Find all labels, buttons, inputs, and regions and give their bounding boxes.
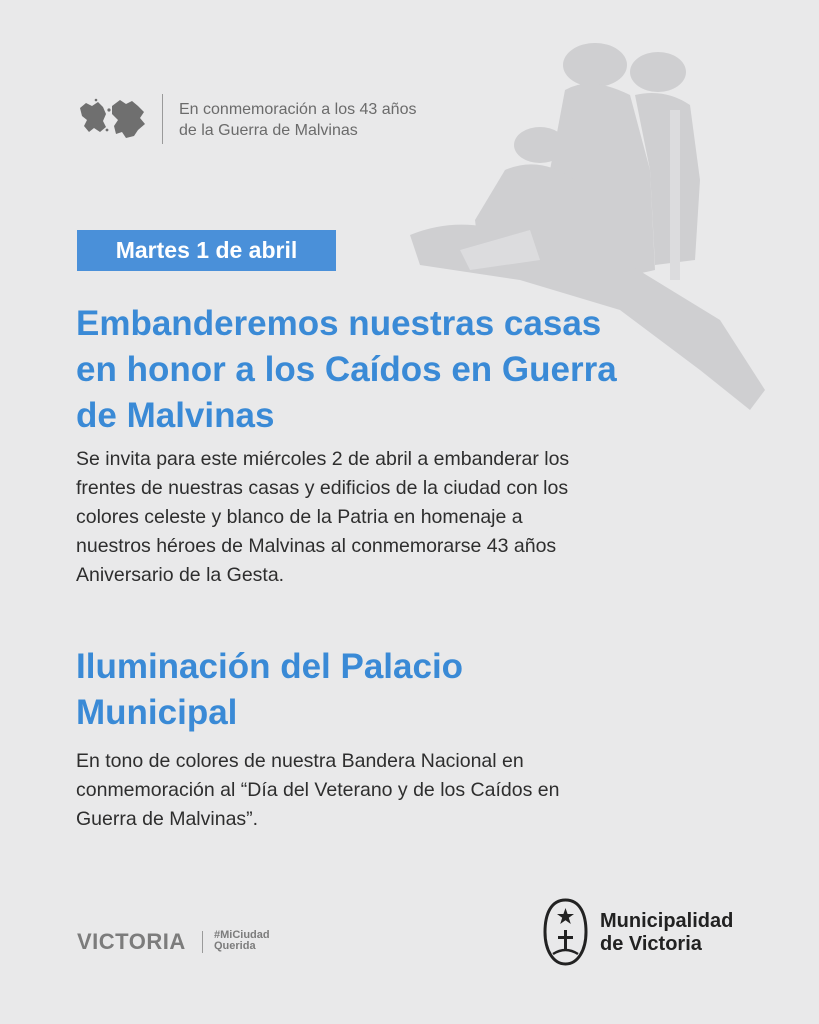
footer-divider [202, 931, 203, 953]
header-divider [162, 94, 163, 144]
body-line: En tono de colores de nuestra Bandera Nacional en [76, 750, 524, 772]
section-title-flags [76, 301, 617, 439]
body-line: colores celeste y blanco de la Patria en homenaje a [76, 506, 523, 528]
body-line: frentes de nuestras casas y edificios de la ciudad con los [76, 477, 569, 499]
muni-line: de Victoria [600, 933, 702, 955]
body-line: Guerra de Malvinas”. [76, 808, 259, 830]
title-line: en honor a los Caídos en Guerra [76, 350, 617, 389]
body-line: Se invita para este miércoles 2 de abril a embanderar los [76, 448, 570, 470]
victoria-brand-logo: VICTORIA [77, 929, 186, 954]
header-line: En conmemoración a los 43 años [179, 101, 417, 118]
title-line: Iluminación del Palacio [76, 647, 464, 686]
hashtag-label [214, 930, 270, 952]
header-caption [179, 99, 416, 141]
municipal-shield-icon [543, 898, 588, 966]
title-line: Embanderemos nuestras casas [76, 304, 602, 343]
body-line: nuestros héroes de Malvinas al conmemorarse 43 años [76, 535, 557, 557]
section-body-lighting [76, 747, 559, 834]
header-line: de la Guerra de Malvinas [179, 122, 358, 139]
body-line: conmemoración al “Día del Veterano y de los Caídos en [76, 779, 560, 801]
date-badge: Martes 1 de abril [77, 230, 336, 271]
title-line: de Malvinas [76, 396, 275, 435]
hashtag-line: #MiCiudad [214, 929, 270, 941]
muni-line: Municipalidad [600, 910, 734, 932]
section-body-flags [76, 445, 569, 590]
hashtag-line: Querida [214, 940, 256, 952]
municipality-name [600, 910, 733, 956]
malvinas-islands-map-icon [76, 94, 148, 144]
body-line: Aniversario de la Gesta. [76, 564, 285, 586]
title-line: Municipal [76, 693, 238, 732]
section-title-lighting [76, 644, 463, 736]
